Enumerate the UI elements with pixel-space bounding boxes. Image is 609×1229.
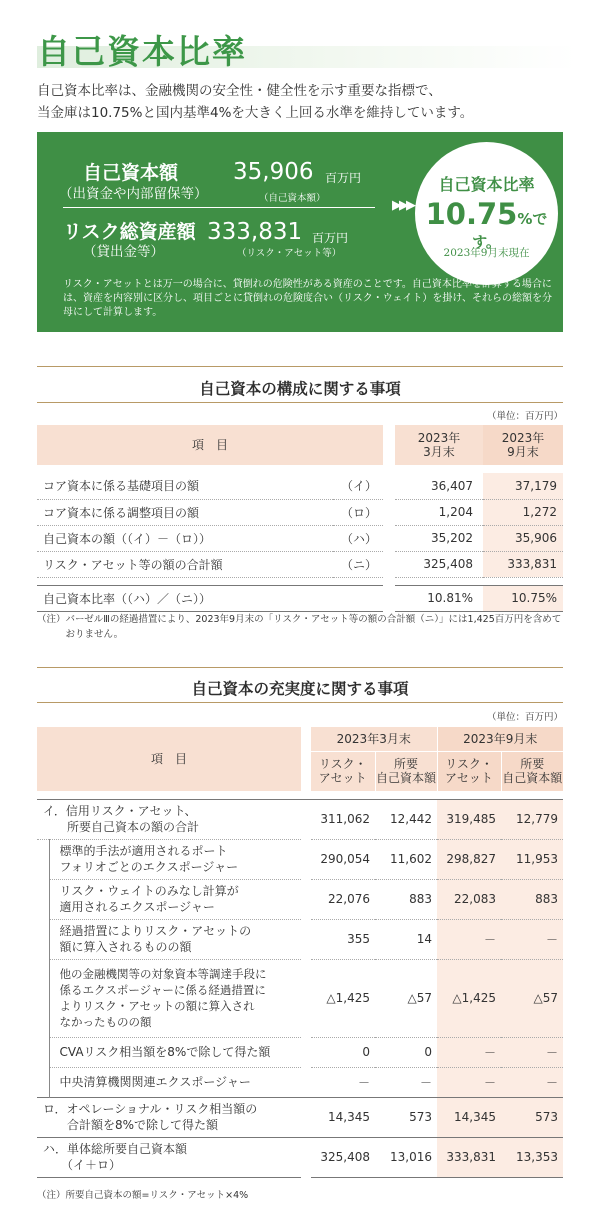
capital-unit: 百万円 [325, 171, 362, 185]
adequacy-header-2: リスク・ アセット 所要 自己資本額 リスク・ アセット 所要 自己資本額 [37, 751, 563, 791]
adequacy-title: 自己資本の充実度に関する事項 [191, 680, 409, 698]
header-item: 項 目 [37, 727, 301, 791]
capital-sub: （出資金や内部留保等） [59, 186, 208, 202]
table-row: コア資本に係る基礎項目の額 （イ） 36,407 37,179 [37, 473, 563, 499]
risk-sub: （貸出金等） [83, 244, 164, 260]
composition-unit: （単位：百万円） [486, 411, 563, 422]
period2: 2023年9月末 [437, 727, 563, 751]
table-row: 自己資本の額（（イ）－（ロ）） （ハ） 35,202 35,906 [37, 525, 563, 551]
ratio-label: 自己資本比率 [438, 175, 535, 194]
adequacy-header-1 [37, 727, 563, 751]
intro-text [37, 80, 577, 124]
ratio-date: 2023年9月末現在 [443, 247, 530, 259]
table-row: コア資本に係る調整項目の額 （ロ） 1,204 1,272 [37, 499, 563, 525]
adequacy-table [37, 727, 563, 1178]
title-block [37, 26, 577, 70]
section2-rule-top [37, 667, 563, 668]
table-row: 標準的手法が適用されるポート フォリオごとのエクスポージャー 290,054 11,602 298,827 11,953 [37, 839, 563, 879]
composition-header [37, 425, 563, 465]
summary-box [37, 132, 563, 332]
table-row: 自己資本比率（（ハ）／（ニ）） 10.81% 10.75% [37, 585, 563, 611]
header-col1: 2023年 3月末 [395, 425, 483, 465]
table-row: ハ．単体総所要自己資本額 （イ＋ロ） 325,408 13,016 333,831 13,353 [37, 1137, 563, 1177]
table-row: 中央清算機関関連エクスポージャー － － － － [37, 1067, 563, 1097]
ratio-value: 10.75 [425, 197, 518, 231]
ratio-value-line [415, 197, 558, 252]
adequacy-unit: （単位：百万円） [486, 712, 563, 723]
arrow-icon: ▶▶▶ [392, 198, 413, 213]
table-row: 経過措置によりリスク・アセットの 額に算入されるものの額 355 14 － － [37, 919, 563, 959]
table-row: イ．信用リスク・アセット、 所要自己資本の額の合計 311,062 12,442 319,485 12,779 [37, 799, 563, 839]
table-row: リスク・アセット等の額の合計額 （ニ） 325,408 333,831 [37, 551, 563, 577]
risk-value: 333,831 [207, 219, 303, 245]
capital-value: 35,906 [233, 159, 314, 185]
divider-line [63, 207, 375, 208]
table-row: リスク・ウェイトのみなし計算が 適用されるエクスポージャー 22,076 883 22,083 883 [37, 879, 563, 919]
risk-unit: 百万円 [312, 231, 349, 245]
ratio-circle [415, 142, 558, 285]
table-row: ロ．オペレーショナル・リスク相当額の 合計額を8%で除して得た額 14,345 573 14,345 573 [37, 1097, 563, 1137]
section2-rule-bottom [37, 702, 563, 703]
intro-line-2: 当金庫は10.75%と国内基準4%を大きく上回る水準を維持しています。 [37, 105, 474, 121]
capital-label: 自己資本額 [83, 162, 179, 184]
composition-title: 自己資本の構成に関する事項 [199, 380, 401, 398]
composition-note: （注）バーゼルⅢの経過措置により、2023年9月末の「リスク・アセット等の額の合計額（ニ）」には1,425百万円を含めて おりません。 [37, 614, 562, 640]
header-col2: 2023年 9月末 [483, 425, 563, 465]
intro-line-1: 自己資本比率は、金融機関の安全性・健全性を示す重要な指標で、 [37, 83, 442, 99]
capital-tiny: （自己資本額） [259, 193, 326, 204]
composition-table [37, 425, 563, 612]
section-rule-top [37, 366, 563, 367]
period1: 2023年3月末 [311, 727, 437, 751]
section-rule-bottom [37, 402, 563, 403]
ratio-suffix: %です。 [472, 210, 548, 251]
page-title: 自己資本比率 [37, 32, 247, 71]
summary-note: リスク・アセットとは万一の場合に、貸倒れの危険性がある資産のことです。自己資本比率を計算する場合には、資産を内容別に区分し、項目ごとに貸倒れの危険度合い（リスク・ウェイト）を掛け、それらの総額を分母にして計算します。 [63, 279, 552, 318]
table-row: 他の金融機関等の対象資本等調達手段に 係るエクスポージャーに係る経過措置に よりリスク・アセットの額に算入され なかったものの額 △1,425 △57 △1,425 △57 [37, 959, 563, 1037]
risk-tiny: （リスク・アセット等） [237, 248, 342, 259]
adequacy-note: （注）所要自己資本の額=リスク・アセット×4% [37, 1190, 249, 1201]
header-item: 項 目 [37, 425, 383, 465]
table-row: CVAリスク相当額を8%で除して得た額 0 0 － － [37, 1037, 563, 1067]
risk-label: リスク総資産額 [63, 221, 196, 243]
